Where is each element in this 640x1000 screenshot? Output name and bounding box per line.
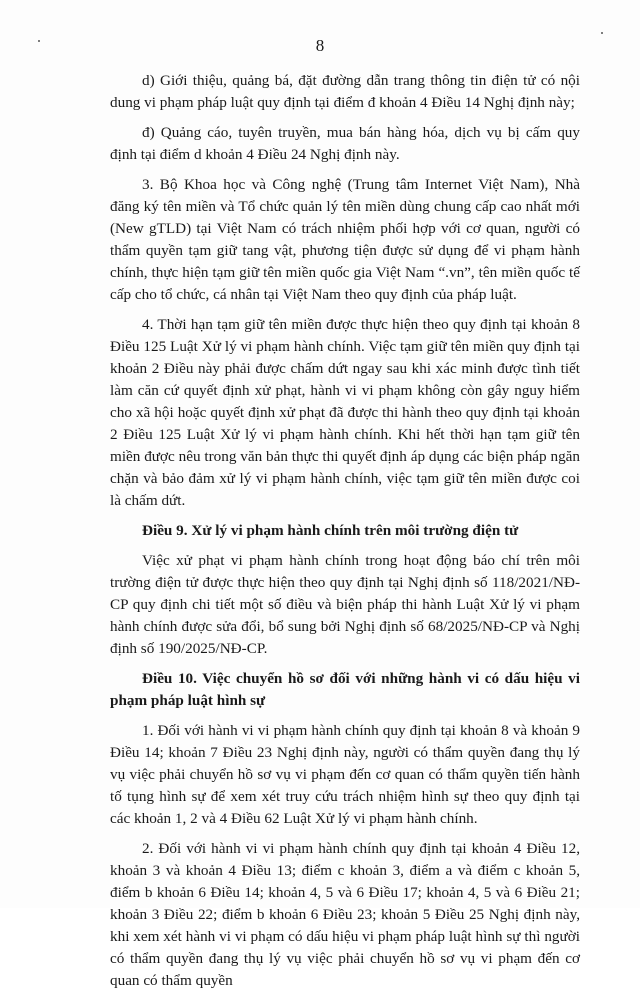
scan-speck: [601, 32, 603, 34]
article-9-paragraph: Việc xử phạt vi phạm hành chính trong hoạt động báo chí trên môi trường điện tử được thực hiện theo quy định tại Nghị định số 118/2021/NĐ-CP quy định chi tiết một số điều và biện pháp thi hành Luật Xử lý vi phạm hành chính được sửa đổi, bổ sung bởi Nghị định số 68/2025/NĐ-CP và Nghị định số 190/2025/NĐ-CP.: [110, 552, 580, 657]
document-body: [110, 70, 580, 1000]
article-10-clause-1: 1. Đối với hành vi vi phạm hành chính quy định tại khoản 8 và khoản 9 Điều 14; khoản 7 Điều 23 Nghị định này, người có thẩm quyền đang thụ lý vụ việc phải chuyển hồ sơ vụ vi phạm đến cơ quan có thẩm quyền tiến hành tố tụng hình sự để xem xét truy cứu trách nhiệm hình sự theo quy định tại các khoản 1, 2 và 4 Điều 62 Luật Xử lý vi phạm hành chính.: [110, 722, 580, 827]
paragraph-clause-3: 3. Bộ Khoa học và Công nghệ (Trung tâm Internet Việt Nam), Nhà đăng ký tên miền và Tổ chức quản lý tên miền dùng chung cấp cao nhất mới (New gTLD) tại Việt Nam có trách nhiệm phối hợp với cơ quan, người có thẩm quyền tạm giữ tang vật, phương tiện được sử dụng để vi phạm hành chính, thực hiện tạm giữ tên miền quốc gia Việt Nam “.vn”, tên miền quốc tế cấp cho tổ chức, cá nhân tại Việt Nam theo quy định của pháp luật.: [110, 176, 580, 303]
article-9-heading: Điều 9. Xử lý vi phạm hành chính trên môi trường điện tử: [142, 522, 519, 539]
page-number: 8: [315, 36, 325, 55]
paragraph-point-dd: đ) Quảng cáo, tuyên truyền, mua bán hàng hóa, dịch vụ bị cấm quy định tại điểm d khoản 4 Điều 24 Nghị định này.: [110, 124, 580, 163]
article-10-clause-2: 2. Đối với hành vi vi phạm hành chính quy định tại khoản 4 Điều 12, khoản 3 và khoản 4 Điều 13; điểm c khoản 3, điểm a và điểm c khoản 5, điểm b khoản 6 Điều 14; khoản 4, 5 và 6 Điều 17; khoản 4, 5 và 6 Điều 21; khoản 3 Điều 22; điểm b khoản 6 Điều 23; khoản 5 Điều 25 Nghị định này, khi xem xét hành vi vi phạm có dấu hiệu vi phạm pháp luật hình sự thì người có thẩm quyền đang thụ lý vụ việc phải chuyển hồ sơ vụ vi phạm đến cơ quan có thẩm quyền: [110, 840, 580, 989]
paragraph-clause-4: 4. Thời hạn tạm giữ tên miền được thực hiện theo quy định tại khoản 8 Điều 125 Luật Xử lý vi phạm hành chính. Việc tạm giữ tên miền quy định tại khoản 2 Điều này phải được chấm dứt ngay sau khi xác minh được tình tiết làm căn cứ quyết định xử phạt, hành vi vi phạm không còn gây nguy hiểm cho xã hội hoặc quyết định xử phạt đã được thi hành theo quy định tại khoản 2 Điều 125 Luật Xử lý vi phạm hành chính. Khi hết thời hạn tạm giữ tên miền được nêu trong văn bản thực thi quyết định áp dụng các biện pháp ngăn chặn và bảo đảm xử lý vi phạm hành chính, việc tạm giữ tên miền được coi là chấm dứt.: [110, 316, 580, 509]
article-10-heading: Điều 10. Việc chuyển hồ sơ đối với những hành vi có dấu hiệu vi phạm pháp luật hình sự: [110, 670, 580, 709]
paragraph-point-d: d) Giới thiệu, quảng bá, đặt đường dẫn trang thông tin điện tử có nội dung vi phạm pháp luật quy định tại điểm đ khoản 4 Điều 14 Nghị định này;: [110, 72, 580, 111]
